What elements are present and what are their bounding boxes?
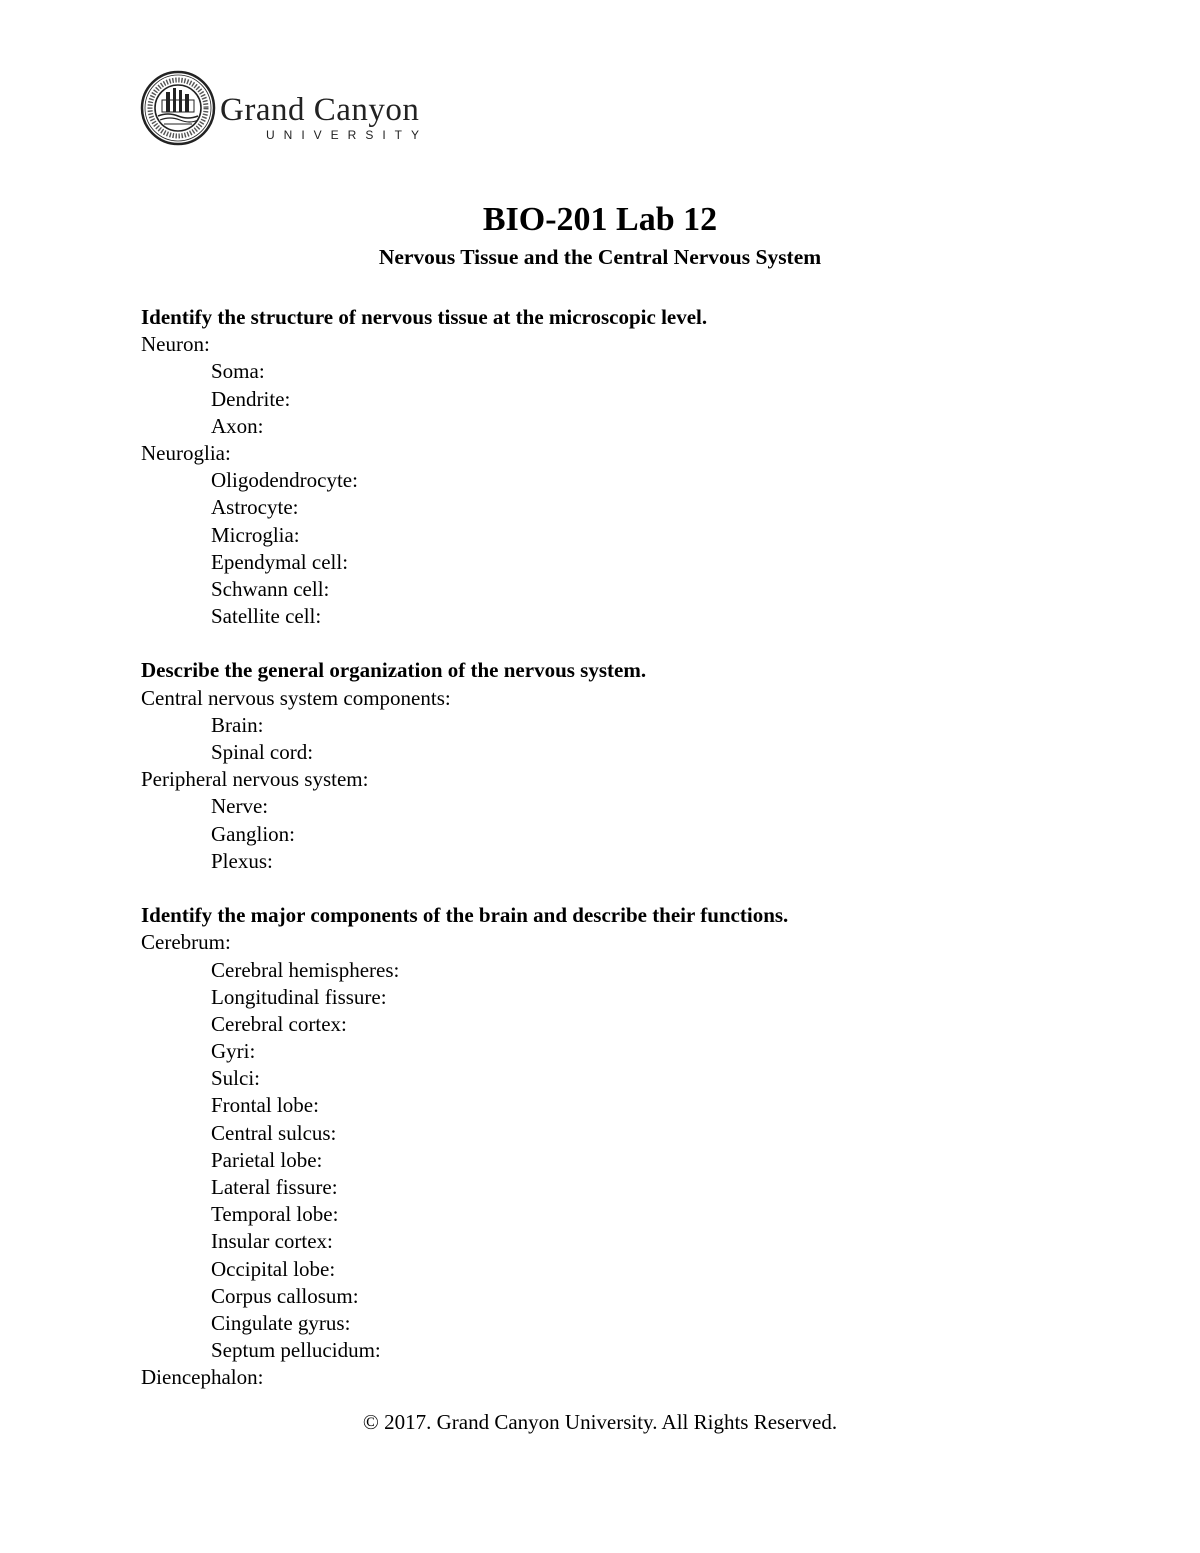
term-label: Cerebral cortex: [211,1011,347,1036]
document-title: BIO-201 Lab 12 [482,201,718,238]
term-label: Nerve: [211,794,269,819]
group-label: Central nervous system components: [141,685,451,710]
section-heading: Identify the structure of nervous tissue at the microscopic level. [141,305,708,329]
term-label: Dendrite: [211,386,291,411]
term-label: Gyri: [211,1039,256,1064]
term-label: Cingulate gyrus: [211,1310,351,1335]
section-heading: Identify the major components of the brain and describe their functions. [141,903,789,928]
term-label: Soma: [211,359,265,384]
term-label: Frontal lobe: [211,1093,319,1118]
university-label: UNIVERSITY [266,128,429,142]
group-label: Neuron: [141,332,210,357]
term-label: Lateral fissure: [211,1175,338,1199]
term-label: Axon: [211,413,264,438]
term-label: Plexus: [211,848,273,873]
section-heading: Describe the general organization of the nervous system. [141,658,647,683]
document-body [141,304,1101,1392]
university-seal-icon [140,70,216,146]
term-label: Longitudinal fissure: [211,984,387,1009]
group-label: Diencephalon: [141,1365,264,1390]
group-label: Cerebrum: [141,930,231,955]
university-name: Grand Canyon [220,92,420,128]
term-label: Parietal lobe: [211,1147,323,1172]
term-label: Ependymal cell: [211,549,349,574]
term-label: Corpus callosum: [211,1283,359,1308]
term-label: Microglia: [211,522,300,547]
term-label: Schwann cell: [211,576,330,601]
term-label: Septum pellucidum: [211,1338,381,1363]
university-logo [140,70,480,146]
term-label: Temporal lobe: [211,1202,339,1227]
document-subtitle: Nervous Tissue and the Central Nervous System [378,245,822,269]
section-spacer [141,630,1101,657]
term-label: Cerebral hemispheres: [211,957,400,982]
term-label: Occipital lobe: [211,1256,336,1281]
term-label: Satellite cell: [211,604,322,629]
copyright-footer: © 2017. Grand Canyon University. All Rights Reserved. [362,1410,838,1434]
term-label: Brain: [211,712,264,737]
term-label: Insular cortex: [211,1229,333,1254]
term-label: Ganglion: [211,821,295,846]
term-label: Oligodendrocyte: [211,468,358,493]
term-label: Spinal cord: [211,740,314,764]
group-label: Peripheral nervous system: [141,767,369,792]
section-spacer [141,875,1101,902]
term-label: Astrocyte: [211,495,299,520]
university-wordmark [220,92,428,142]
term-label: Sulci: [211,1066,261,1091]
group-label: Neuroglia: [141,440,231,465]
term-label: Central sulcus: [211,1120,337,1145]
